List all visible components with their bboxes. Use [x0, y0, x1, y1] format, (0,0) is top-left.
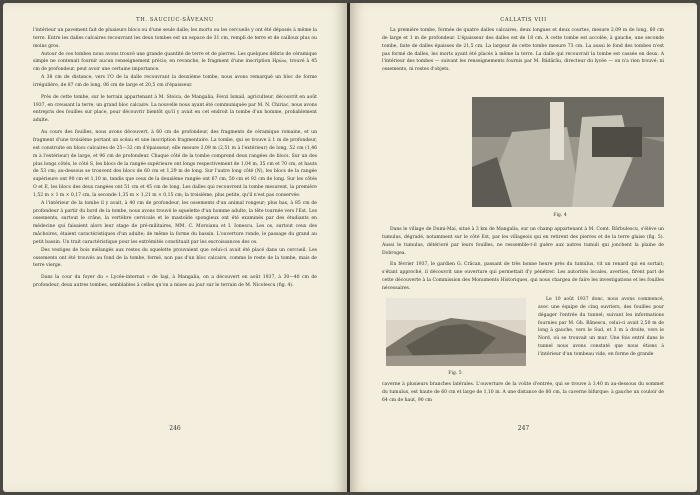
left-paragraph: l'intérieur un pavement fait de plusieurs blocs ou d'une seule dalle; les morts ou les cercueils y ont été déposés à même la terre. Entre les dalles calcaires recouvrant les deux tombes est un espace de 31 cm, rempli de terre et de cailloux plus ou moins gros. [33, 28, 317, 49]
left-paragraph: Près de cette tombe, sur le terrain appartenant à M. Stoica, de Mangalia, Fevzi Ismail, agriculteur, découvrit en août 1937, en creusant la terre, un grand bloc calcaire. La nouvelle nous ayant été communiquée par M. N. Chiriac, nous avons entrepris des fouilles sur place, pour découvrir bientôt qu'il y avait en cet endroit la tombe d'un homme, probablement adulte. [33, 94, 317, 124]
right-paragraph: Dans le village de Dumi-Mai, situé à 3 km de Mangalia, sur un champ appartenant à M. Comt. Bărbulescu, s'élève un tumulus, dégradé, notamment sur le côté Est, par les villageois qui en retirent des pierres et de la terre glaise (fig. 5). Aussi le tumulus, détérioré par leurs fouilles, ne ressemble-t-il guère aux autres tumuli qui jonchent la plaine de Dobrogea. [382, 227, 664, 256]
tomb-photo-image [472, 97, 664, 207]
right-paragraph: En février 1937, le gardien G. Crăcan, passant de très bonne heure près du tumulus, vit un renard qui en sortait; s'étant approché, il découvrit une ouverture qui permettait d'y pénétrer. Les autorités locales, averties, firent part de cette découverte à la Commission des Monuments Historiques, qui nous chargea de faire les investigations et les fouilles nécessaires. [382, 262, 664, 291]
figure-4-photo [472, 97, 664, 207]
left-paragraph: Autour de ces tombes nous avons trouvé une grande quantité de terre et de pierres. Les quelques débris de céramique simple ne contenait fournir aucun renseignement précis; en revanche, le fragment d'une inscription Ηρώω, trouvé à 45 cm de profondeur, peut avoir une certaine importance. [33, 51, 317, 73]
right-page-number: 247 [517, 425, 530, 432]
right-paragraph: caverne à plusieurs branches latérales. L'ouverture de la voûte d'entrée, qui se trouve à 3,40 m au-dessous du sommet du tumulus, est haute de 60 cm et large de 1,10 m. A une distance de 80 cm, la caverne bifurque: à gauche un couloir de 64 cm de haut, 90 cm [382, 382, 664, 403]
figure-5-caption: Fig. 5 [448, 371, 462, 376]
tumulus-photo-image [386, 298, 526, 366]
left-body-text [33, 27, 317, 290]
right-side-column [538, 296, 664, 359]
right-running-head: CALLATIS VIII [500, 17, 547, 23]
left-paragraph: A 38 cm de distance, vers l'O de la dalle recouvrant la deuxième tombe, nous avons remarqué un bloc de forme irrégulière, de 87 cm de long, 06 cm de large et 20,5 cm d'épaisseur. [33, 75, 317, 88]
right-middle-paragraph [382, 261, 664, 292]
left-paragraph: Au cours des fouilles, nous avons découvert, à 60 cm de profondeur, des fragments de céramique romaine, et un fragment d'une troisième portant un scéau et une inscription fragmentaire. La tombe, qui se trouve à 1 m de profondeur, est construite en blocs calcaires de 25—32 cm d'épaisseur; elle mesure 2,09 m (2,51 m à l'extérieur) de long, 52 cm (1,46 m à l'extérieur) de large, et 96 cm de profondeur. Chaque côté de la tombe comprend deux rangées de blocs. Sur un des plus longs côtés, le côté S, les blocs de la rangée supérieure ont longs respectivement de 1,04 m, 35 cm et 70 cm, et hauts de 53 cm; au-dessous se trouvent des blocs de 60 cm et 1,29 m de long. Sur l'autre long côté (N), les blocs de la rangée supérieure ont 90 cm et 1,10 m, tandis que ceux de la deuxième rangée ont 67 cm, 50 cm et 92 cm de long. Sur les côtés O et E, les blocs des deux rangées ont 51 cm et 45 cm de long. Les dalles qui recouvrent la tombe mesurent, la première 1,52 m × 1 m × 0,17 cm, la seconde 1,35 m × 1,21 m × 0,15 cm; la troisième, plus petite, qu'il n'est pas conservée. [33, 130, 317, 198]
left-paragraph: Dans la cour du foyer du « Lycée-internat » de Iaşi, à Mangalia, on a découvert en août 1937, à 30—40 cm de profondeur, deux autres tombes, semblables à celles qu'on a mises au jour sur le terrain de M. Nicolescu (fig. 4). [33, 275, 317, 289]
left-page [3, 3, 347, 492]
right-second-paragraph [382, 226, 664, 257]
left-running-head: TH. SAUCIUC-SĂVEANU [136, 17, 214, 23]
right-paragraph: La première tombe, formée de quatre dalles calcaires, deux longues et deux courtes, mesure 2,09 m de long, 60 cm de large et 1 m de profondeur. L'épaisseur des dalles est de 18 cm. À cette tombe est accolée, à gauche, une seconde tombe, faite de dalles épaisses de 21,5 cm. La largeur de cette tombe mesure 73 cm. La aussi le fond des tombes n'est pas formé de dalles, les morts ayant été placés à même la terre. La dalle qui recouvrait la tombe est cassée en deux. A l'intérieur des tombes — suivant les renseignements fournis par M. Bădărău, directeur du lycée — on n'a rien trouvé: ni ossements, ni restes d'objets. [382, 28, 664, 73]
figure-5-photo [386, 298, 526, 366]
left-page-number: 246 [169, 425, 181, 432]
left-paragraph: Des vestiges de bois mélangés aux restes du squelette prouvaient que celui-ci avait été placé dans un cercueil. Les ossements ont été trouvés au fond de la tombe, fermé, non pas d'un bloc calcaire, comme le reste de la tombe, mais de terre vierge. [33, 247, 317, 269]
left-paragraph: A l'intérieur de la tombe il y avait, à 40 cm de profondeur, les ossements d'un animal rongeur; plus bas, à 85 cm de profondeur à partir du bord de la tombe, nous avons trouvé le squelette d'un homme adulte, la tête tournée vers l'Est. Les ossements, surtout le crâne, la vertèbre cervicale et le mastoïde spongieux ont été examinés par des étudiants en médecine qui faisaient alors leur stage de pré-militaires, MM. C. Moroianu et I. Ionescu. Les os, surtout ceux des mâchoires, étaient caractéristiques d'un adulte; de même la forme du bassin. L'ouverture ronde, le passage du grand au petit bassin. Un trait caractéristique pour les extrémités constituait par les excroissances des os. [33, 200, 317, 245]
right-bottom-paragraph [382, 381, 664, 405]
right-paragraph: Le 10 août 1937 donc, nous avons commencé, avec une équipe de cinq ouvriers, des fouilles pour dégager l'entrée du tunnel; suivant les informations fournies par M. Gh. Bănescu, celui-ci avait 2,50 m de long à gauche, vers le Sud, et 3 m à droite, vers le Nord, où se trouvait un mur. Une fois entré dans le tunnel nous avons constaté que nous étions à l'intérieur d'un tombeau vide, en forme de grande [538, 297, 664, 357]
figure-4-caption: Fig. 4 [553, 213, 567, 218]
right-top-paragraph [382, 27, 664, 74]
right-page [350, 3, 697, 492]
